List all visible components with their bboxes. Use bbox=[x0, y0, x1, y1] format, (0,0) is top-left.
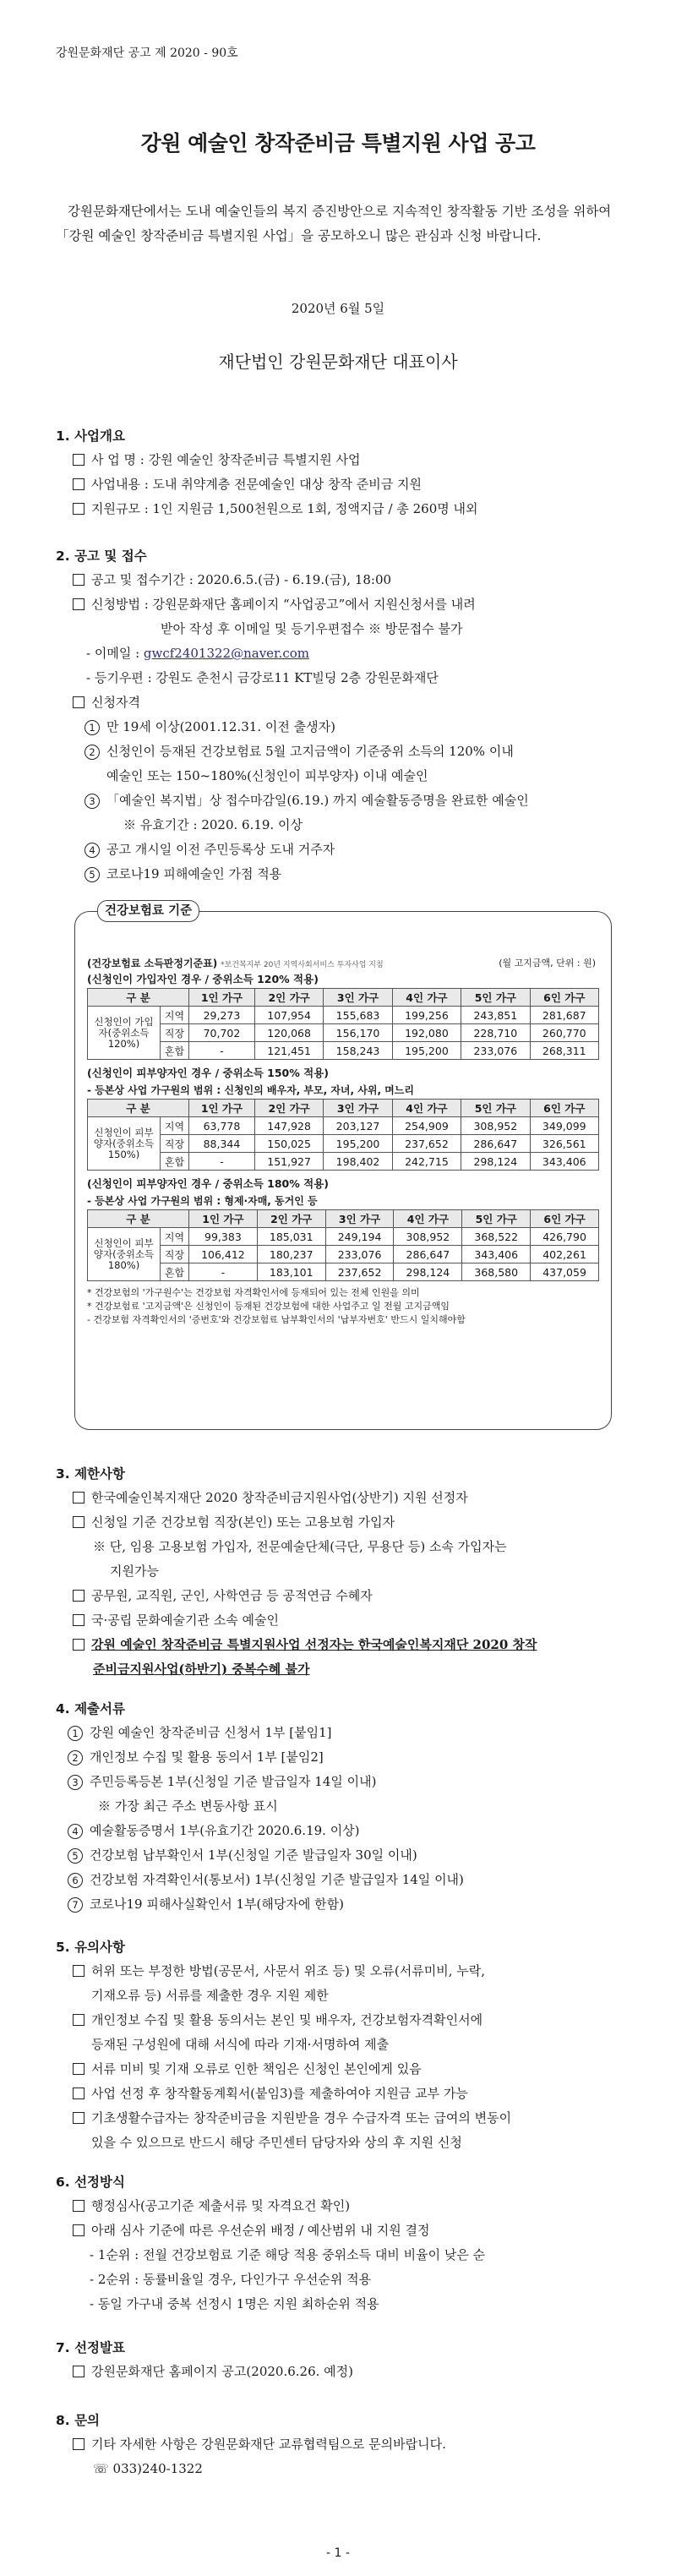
table-cell: 29,273 bbox=[189, 1007, 255, 1024]
document-item: 5 건강보험 납부확인서 1부(신청일 기준 발급일자 30일 이내) bbox=[56, 1843, 617, 1868]
table-cell: 107,954 bbox=[254, 1007, 323, 1024]
table-header-cell: 2인 가구 bbox=[254, 1100, 323, 1117]
email-line: - 이메일 : gwcf2401322@naver.com bbox=[86, 646, 310, 661]
table-header-row bbox=[88, 1100, 599, 1117]
table-row bbox=[88, 1228, 599, 1246]
table-cell: 150,025 bbox=[254, 1135, 323, 1153]
checkbox-square-icon bbox=[73, 454, 84, 466]
checkbox-square-icon bbox=[73, 1492, 84, 1504]
document-note: ※ 가장 최근 주소 변동사항 표시 bbox=[98, 1798, 278, 1814]
list-item: 행정심사(공고기준 제출서류 및 자격요건 확인) bbox=[56, 2194, 617, 2219]
table-cell: 242,715 bbox=[392, 1153, 461, 1171]
list-item: 사업 선정 후 창작활동계획서(붙임3)를 제출하여야 지원금 교부 가능 bbox=[56, 2082, 617, 2106]
qualification-item: 1 만 19세 이상(2001.12.31. 이전 출생자) bbox=[56, 715, 617, 740]
table-cell: 228,710 bbox=[461, 1024, 530, 1042]
document-item: 1 강원 예술인 창작준비금 신청서 1부 [붙임1] bbox=[56, 1721, 617, 1745]
table-cell: 268,311 bbox=[530, 1042, 598, 1060]
list-item: 신청자격 bbox=[56, 690, 617, 715]
list-note-continued: 지원가능 bbox=[110, 1564, 159, 1579]
list-item-continued: 기재오류 등) 서류를 제출한 경우 지원 제한 bbox=[91, 1988, 329, 2003]
list-item: 사업내용 : 도내 취약계층 전문예술인 대상 창작 준비금 지원 bbox=[56, 472, 617, 497]
table-header-cell: 1인 가구 bbox=[189, 1210, 258, 1228]
table-cell: 106,412 bbox=[189, 1246, 258, 1263]
table-cell: 63,778 bbox=[189, 1117, 255, 1135]
table-header-row bbox=[88, 989, 599, 1007]
table-block-subnote: - 등본상 사업 가구원의 범위 : 신청인의 배우자, 부모, 자녀, 사위, 며느리 bbox=[87, 1084, 414, 1096]
section-heading: 5. 유의사항 bbox=[56, 1940, 125, 1955]
checkbox-square-icon bbox=[73, 1614, 84, 1626]
list-item: 아래 심사 기준에 따른 우선순위 배정 / 예산범위 내 지원 결정 bbox=[56, 2219, 617, 2243]
table-row bbox=[88, 1263, 599, 1281]
list-item: 사 업 명 : 강원 예술인 창작준비금 특별지원 사업 bbox=[56, 448, 617, 472]
table-cell: 349,099 bbox=[530, 1117, 598, 1135]
circled-number-icon: 1 bbox=[68, 1726, 83, 1741]
footnote: * 건강보험료 '고지금액'은 신청인이 등재된 건강보험에 대한 사업주고 일 전월 고지금액임 bbox=[87, 1301, 450, 1312]
list-item: 허위 또는 부정한 방법(공문서, 사문서 위조 등) 및 오류(서류미비, 누락, bbox=[56, 1959, 617, 1984]
table-cell: - bbox=[189, 1263, 258, 1281]
checkbox-square-icon bbox=[73, 2224, 84, 2236]
list-item: 서류 미비 및 기재 오류로 인한 책임은 신청인 본인에게 있음 bbox=[56, 2057, 617, 2082]
table-header-cell: 3인 가구 bbox=[324, 1100, 392, 1117]
row-type-label: 직장 bbox=[161, 1024, 189, 1042]
table-cell: 426,790 bbox=[531, 1228, 599, 1246]
document-item: 2 개인정보 수집 및 활용 동의서 1부 [붙임2] bbox=[56, 1745, 617, 1770]
criteria-table bbox=[87, 1099, 599, 1171]
table-cell: 147,928 bbox=[254, 1117, 323, 1135]
document-item: 3 주민등록등본 1부(신청일 기준 발급일자 14일 이내) bbox=[56, 1770, 617, 1794]
list-item-continued: 받아 작성 후 이메일 및 등기우편접수 ※ 방문접수 불가 bbox=[161, 621, 463, 636]
table-cell: - bbox=[189, 1042, 255, 1060]
list-item-emphasis-continued: 준비금지원사업(하반기) 중복수혜 불가 bbox=[93, 1662, 310, 1677]
table-cell: 368,580 bbox=[462, 1263, 531, 1281]
table-header-cell: 5인 가구 bbox=[462, 1210, 531, 1228]
table-cell: 343,406 bbox=[530, 1153, 598, 1171]
section-precautions bbox=[56, 1935, 617, 2155]
table-block-subnote: - 등본상 사업 가구원의 범위 : 형제·자매, 동거인 등 bbox=[87, 1195, 318, 1207]
row-group-label: 신청인이 피부양자(중위소득 150%) bbox=[88, 1117, 161, 1171]
row-type-label: 직장 bbox=[161, 1246, 189, 1263]
table-cell: 203,127 bbox=[324, 1117, 392, 1135]
row-type-label: 혼합 bbox=[161, 1153, 189, 1171]
table-block-title: (신청인이 피부양자인 경우 / 중위소득 150% 적용) bbox=[87, 1067, 329, 1079]
table-cell: 195,200 bbox=[392, 1042, 461, 1060]
table-header-cell: 구 분 bbox=[88, 989, 189, 1007]
table-header-cell: 5인 가구 bbox=[461, 989, 530, 1007]
insurance-criteria-box bbox=[74, 904, 612, 1430]
table-cell: 183,101 bbox=[257, 1263, 325, 1281]
table-cell: 243,851 bbox=[461, 1007, 530, 1024]
checkbox-square-icon bbox=[73, 2063, 84, 2075]
section-announcement bbox=[56, 2336, 617, 2384]
checkbox-square-icon bbox=[73, 2200, 84, 2212]
row-group-label: 신청인이 피부양자(중위소득 180%) bbox=[88, 1228, 161, 1281]
table-cell: 343,406 bbox=[462, 1246, 531, 1263]
qualification-item: 3 「예술인 복지법」상 접수마감일(6.19.) 까지 예술활동증명을 완료한 예술인 bbox=[56, 789, 617, 813]
table-row bbox=[88, 1135, 599, 1153]
table-cell: 298,124 bbox=[461, 1153, 530, 1171]
footnote: * 건강보험의 '가구원수'는 건강보험 자격확인서에 등재되어 있는 전체 인원을 의미 bbox=[87, 1287, 420, 1298]
list-item: 공무원, 교직원, 군인, 사학연금 등 공적연금 수혜자 bbox=[56, 1584, 617, 1608]
checkbox-square-icon bbox=[73, 1639, 84, 1651]
criteria-table bbox=[87, 1209, 599, 1281]
checkbox-square-icon bbox=[73, 2112, 84, 2124]
section-heading: 3. 제한사항 bbox=[56, 1466, 125, 1482]
table-cell: 99,383 bbox=[189, 1228, 258, 1246]
table-cell: 286,647 bbox=[394, 1246, 462, 1263]
checkbox-square-icon bbox=[73, 1590, 84, 1602]
list-note: ※ 단, 임용 고용보험 가입자, 전문예술단체(극단, 무용단 등) 소속 가입자는 bbox=[93, 1539, 507, 1554]
table-cell: 151,927 bbox=[254, 1153, 323, 1171]
circled-number-icon: 5 bbox=[84, 867, 100, 882]
table-header-cell: 4인 가구 bbox=[394, 1210, 462, 1228]
section-heading: 1. 사업개요 bbox=[56, 428, 125, 444]
table-header-cell: 4인 가구 bbox=[392, 989, 461, 1007]
table-row bbox=[88, 1246, 599, 1263]
circled-number-icon: 3 bbox=[84, 794, 100, 809]
section-overview bbox=[56, 424, 617, 521]
criteria-table bbox=[87, 988, 599, 1060]
table-block-title: (신청인이 피부양자인 경우 / 중위소득 180% 적용) bbox=[87, 1177, 329, 1190]
checkbox-square-icon bbox=[73, 2438, 84, 2450]
table-header-cell: 구 분 bbox=[88, 1210, 189, 1228]
table-header-cell: 2인 가구 bbox=[254, 989, 323, 1007]
table-cell: 437,059 bbox=[531, 1263, 599, 1281]
qualification-item: 5 코로나19 피해예술인 가점 적용 bbox=[56, 862, 617, 887]
table-cell: 326,561 bbox=[530, 1135, 598, 1153]
circled-number-icon: 4 bbox=[68, 1824, 83, 1839]
row-type-label: 혼합 bbox=[161, 1263, 189, 1281]
table-cell: - bbox=[189, 1153, 255, 1171]
table-cell: 233,076 bbox=[461, 1042, 530, 1060]
list-item: 국·공립 문화예술기관 소속 예술인 bbox=[56, 1608, 617, 1633]
table-row bbox=[88, 1153, 599, 1171]
table-cell: 237,652 bbox=[325, 1263, 394, 1281]
section-restrictions bbox=[56, 1462, 617, 1682]
row-type-label: 혼합 bbox=[161, 1042, 189, 1060]
table-header-row bbox=[88, 1210, 599, 1228]
notice-number: 강원문화재단 공고 제 2020 - 90호 bbox=[56, 46, 238, 60]
checkbox-square-icon bbox=[73, 503, 84, 515]
table-cell: 180,237 bbox=[257, 1246, 325, 1263]
table-cell: 195,200 bbox=[324, 1135, 392, 1153]
criteria-box-label: 건강보험료 기준 bbox=[97, 900, 199, 922]
list-item: 신청일 기준 건강보험 직장(본인) 또는 고용보험 가입자 bbox=[56, 1510, 617, 1535]
section-application bbox=[56, 544, 617, 887]
circled-number-icon: 1 bbox=[84, 720, 100, 735]
footnote: - 건강보험 자격확인서의 '증번호'와 건강보험료 납부확인서의 '납부자번호' 반드시 일치해야함 bbox=[87, 1314, 466, 1325]
checkbox-square-icon bbox=[73, 1516, 84, 1528]
table-cell: 121,451 bbox=[254, 1042, 323, 1060]
list-item-continued: 있을 수 있으므로 반드시 해당 주민센터 담당자와 상의 후 지원 신청 bbox=[91, 2135, 462, 2150]
table-header-cell: 6인 가구 bbox=[531, 1210, 599, 1228]
table-cell: 88,344 bbox=[189, 1135, 255, 1153]
checkbox-square-icon bbox=[73, 696, 84, 708]
circled-number-icon: 2 bbox=[84, 745, 100, 760]
row-type-label: 직장 bbox=[161, 1135, 189, 1153]
row-type-label: 지역 bbox=[161, 1117, 189, 1135]
table-header-cell: 1인 가구 bbox=[189, 989, 255, 1007]
list-item-continued: 등재된 구성원에 대해 서식에 따라 기재·서명하여 제출 bbox=[91, 2037, 390, 2052]
table-header-cell: 구 분 bbox=[88, 1100, 189, 1117]
table-cell: 120,068 bbox=[254, 1024, 323, 1042]
table-row bbox=[88, 1007, 599, 1024]
email-link[interactable]: gwcf2401322@naver.com bbox=[143, 646, 310, 661]
priority-rule: - 동일 가구내 중복 선정시 1명은 지원 최하순위 적용 bbox=[90, 2296, 379, 2311]
table-header-cell: 3인 가구 bbox=[325, 1210, 394, 1228]
table-cell: 298,124 bbox=[394, 1263, 462, 1281]
list-item: 개인정보 수집 및 활용 동의서는 본인 및 배우자, 건강보험자격확인서에 bbox=[56, 2008, 617, 2033]
qualification-item: 4 공고 개시일 이전 주민등록상 도내 거주자 bbox=[56, 838, 617, 862]
table-cell: 233,076 bbox=[325, 1246, 394, 1263]
table-row bbox=[88, 1042, 599, 1060]
qualification-item-continued: 예술인 또는 150~180%(신청인이 피부양자) 이내 예술인 bbox=[106, 768, 428, 783]
row-group-label: 신청인이 가입자(중위소득 120%) bbox=[88, 1007, 161, 1060]
table-cell: 402,261 bbox=[531, 1246, 599, 1263]
row-type-label: 지역 bbox=[161, 1007, 189, 1024]
list-item-emphasis: 강원 예술인 창작준비금 특별지원사업 선정자는 한국예술인복지재단 2020 창작 bbox=[56, 1633, 617, 1657]
table-header-cell: 1인 가구 bbox=[189, 1100, 255, 1117]
section-heading: 6. 선정방식 bbox=[56, 2175, 125, 2190]
table-cell: 192,080 bbox=[392, 1024, 461, 1042]
table-header-cell: 4인 가구 bbox=[392, 1100, 461, 1117]
table-cell: 156,170 bbox=[324, 1024, 392, 1042]
list-item: 지원규모 : 1인 지원금 1,500천원으로 1회, 정액지급 / 총 260명 내외 bbox=[56, 497, 617, 521]
checkbox-square-icon bbox=[73, 2366, 84, 2377]
document-item: 4 예술활동증명서 1부(유효기간 2020.6.19. 이상) bbox=[56, 1819, 617, 1843]
circled-number-icon: 3 bbox=[68, 1775, 83, 1790]
table-row bbox=[88, 1117, 599, 1135]
table-cell: 158,243 bbox=[324, 1042, 392, 1060]
list-item: 신청방법 : 강원문화재단 홈페이지 “사업공고”에서 지원신청서를 내려 bbox=[56, 592, 617, 617]
checkbox-square-icon bbox=[73, 478, 84, 490]
table-header-cell: 3인 가구 bbox=[324, 989, 392, 1007]
table-cell: 260,770 bbox=[530, 1024, 598, 1042]
list-item: 기초생활수급자는 창작준비금을 지원받을 경우 수급자격 또는 급여의 변동이 bbox=[56, 2106, 617, 2131]
table-cell: 198,402 bbox=[324, 1153, 392, 1171]
table-cell: 70,702 bbox=[189, 1024, 255, 1042]
section-heading: 4. 제출서류 bbox=[56, 1701, 125, 1716]
table-cell: 155,683 bbox=[324, 1007, 392, 1024]
table-block-title: (신청인이 가입자인 경우 / 중위소득 120% 적용) bbox=[87, 973, 319, 985]
circled-number-icon: 7 bbox=[68, 1897, 83, 1913]
table-header-cell: 5인 가구 bbox=[461, 1100, 530, 1117]
table-row bbox=[88, 1024, 599, 1042]
page-number: - 1 - bbox=[326, 2546, 350, 2560]
table-cell: 308,952 bbox=[394, 1228, 462, 1246]
list-item: 공고 및 접수기간 : 2020.6.5.(금) - 6.19.(금), 18:00 bbox=[56, 568, 617, 592]
list-item: 기타 자세한 사항은 강원문화재단 교류협력팀으로 문의바랍니다. bbox=[56, 2432, 617, 2457]
priority-rule: - 1순위 : 전월 건강보험료 기준 해당 적용 중위소득 대비 비율이 낮은 순 bbox=[90, 2247, 486, 2262]
checkbox-square-icon bbox=[73, 2014, 84, 2026]
table-cell: 199,256 bbox=[392, 1007, 461, 1024]
post-address: - 등기우편 : 강원도 춘천시 금강로11 KT빌딩 2층 강원문화재단 bbox=[86, 670, 439, 685]
contact-phone: ☏ 033)240-1322 bbox=[93, 2461, 203, 2476]
criteria-tables bbox=[87, 971, 599, 1281]
section-heading: 8. 문의 bbox=[56, 2413, 101, 2428]
table-cell: 254,909 bbox=[392, 1117, 461, 1135]
table-header-cell: 2인 가구 bbox=[257, 1210, 325, 1228]
checkbox-square-icon bbox=[73, 2088, 84, 2099]
circled-number-icon: 4 bbox=[84, 843, 100, 858]
circled-number-icon: 5 bbox=[68, 1848, 83, 1864]
qualification-note: ※ 유효기간 : 2020. 6.19. 이상 bbox=[123, 817, 303, 832]
row-type-label: 지역 bbox=[161, 1228, 189, 1246]
circled-number-icon: 2 bbox=[68, 1750, 83, 1766]
table-caption: (건강보험료 소득판정기준표) *보건복지부 20년 지역사회서비스 투자사업 지침 (월 고지금액, 단위 : 원) bbox=[87, 958, 596, 969]
section-documents bbox=[56, 1697, 617, 1917]
document-title: 강원 예술인 창작준비금 특별지원 사업 공고 bbox=[140, 131, 536, 156]
section-inquiry bbox=[56, 2409, 617, 2481]
document-item: 6 건강보험 자격확인서(통보서) 1부(신청일 기준 발급일자 14일 이내) bbox=[56, 1868, 617, 1892]
list-item: 한국예술인복지재단 2020 창작준비금지원사업(상반기) 지원 선정자 bbox=[56, 1486, 617, 1510]
section-heading: 7. 선정발표 bbox=[56, 2340, 125, 2355]
table-header-cell: 6인 가구 bbox=[530, 989, 598, 1007]
circled-number-icon: 6 bbox=[68, 1873, 83, 1888]
table-cell: 368,522 bbox=[462, 1228, 531, 1246]
checkbox-square-icon bbox=[73, 574, 84, 586]
table-cell: 308,952 bbox=[461, 1117, 530, 1135]
table-header-cell: 6인 가구 bbox=[530, 1100, 598, 1117]
checkbox-square-icon bbox=[73, 598, 84, 610]
document-item: 7 코로나19 피해사실확인서 1부(해당자에 한함) bbox=[56, 1892, 617, 1917]
table-cell: 185,031 bbox=[257, 1228, 325, 1246]
table-cell: 237,652 bbox=[392, 1135, 461, 1153]
table-cell: 249,194 bbox=[325, 1228, 394, 1246]
list-item: 강원문화재단 홈페이지 공고(2020.6.26. 예정) bbox=[56, 2360, 617, 2384]
notice-date: 2020년 6월 5일 bbox=[291, 301, 385, 316]
intro-paragraph: 강원문화재단에서는 도내 예술인들의 복지 증진방안으로 지속적인 창작활동 기반 조성을 위하여 「강원 예술인 창작준비금 특별지원 사업」을 공모하오니 많은 관심과 신청 바랍니다. bbox=[56, 204, 612, 243]
section-heading: 2. 공고 및 접수 bbox=[56, 548, 147, 564]
table-cell: 286,647 bbox=[461, 1135, 530, 1153]
table-cell: 281,687 bbox=[530, 1007, 598, 1024]
checkbox-square-icon bbox=[73, 1965, 84, 1977]
qualification-item: 2 신청인이 등재된 건강보험료 5월 고지금액이 기준중위 소득의 120% 이내 bbox=[56, 740, 617, 764]
section-selection-method bbox=[56, 2170, 617, 2317]
issuing-organization: 재단법인 강원문화재단 대표이사 bbox=[218, 352, 458, 372]
priority-rule: - 2순위 : 동률비율일 경우, 다인가구 우선순위 적용 bbox=[90, 2272, 372, 2287]
